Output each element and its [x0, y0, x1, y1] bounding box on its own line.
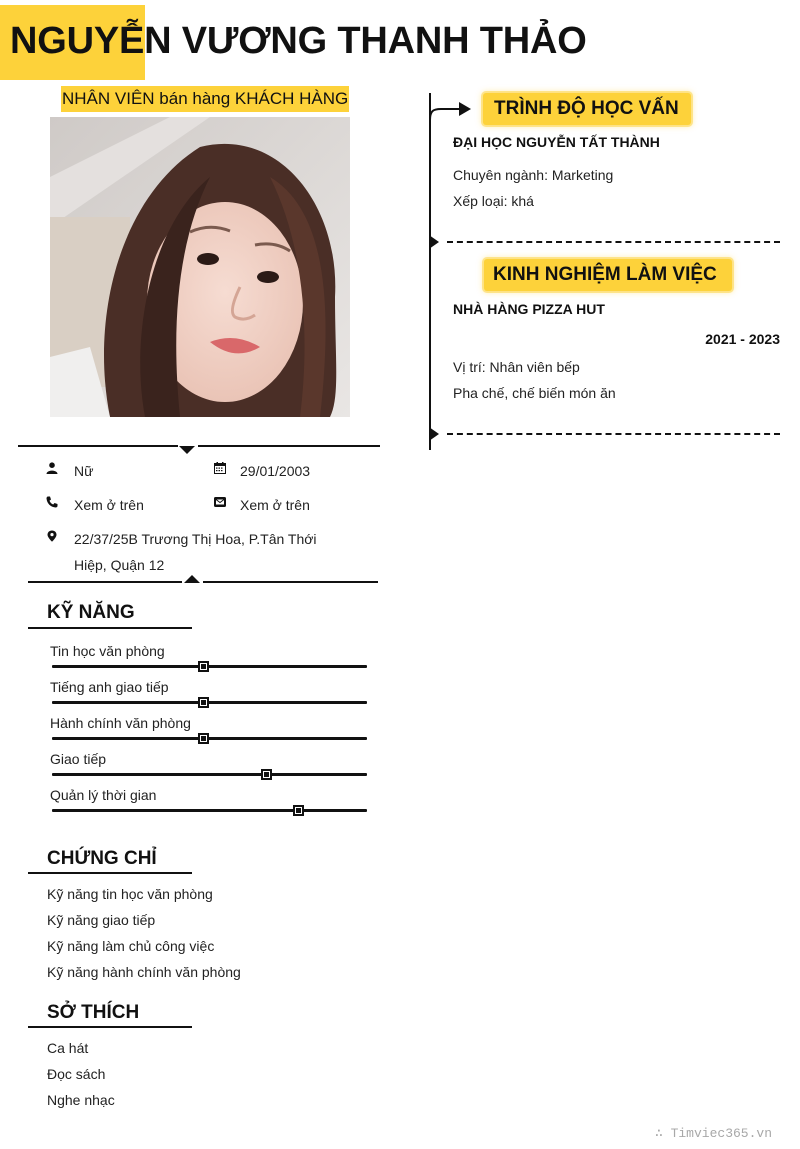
contact-bottom-rule-right: [203, 581, 378, 583]
phone-icon: [46, 496, 58, 508]
contact-bottom-pointer: [184, 575, 200, 583]
section-divider: [447, 433, 780, 435]
skill-level-knob: [293, 805, 304, 816]
profile-photo: [50, 117, 350, 417]
hobbies-title-rule: [28, 1026, 192, 1028]
contact-top-rule-right: [198, 445, 380, 447]
hobbies-title: SỞ THÍCH: [47, 1002, 140, 1023]
address-line-2: Hiệp, Quận 12: [74, 557, 165, 573]
portrait-image: [50, 117, 350, 417]
skills-title: KỸ NĂNG: [47, 602, 135, 623]
education-title: TRÌNH ĐỘ HỌC VẤN: [494, 98, 679, 119]
hobby-item: Nghe nhạc: [47, 1092, 115, 1108]
address-line-1: 22/37/25B Trương Thị Hoa, P.Tân Thới: [74, 531, 317, 547]
hobby-item: Ca hát: [47, 1040, 89, 1056]
timeline-marker: [429, 235, 439, 249]
certificate-item: Kỹ năng giao tiếp: [47, 912, 156, 928]
watermark: ∴ Timviec365.vn: [654, 1126, 772, 1141]
birthday-value: 29/01/2003: [240, 463, 311, 479]
skill-label: Giao tiếp: [50, 751, 107, 767]
phone-value: Xem ở trên: [74, 497, 144, 513]
timeline-line: [429, 93, 431, 450]
hobby-item: Đọc sách: [47, 1066, 106, 1082]
certificates-title-rule: [28, 872, 192, 874]
skill-level-knob: [198, 697, 209, 708]
school-name: ĐẠI HỌC NGUYỄN TẤT THÀNH: [453, 134, 660, 150]
skill-level-knob: [261, 769, 272, 780]
skill-label: Tiếng anh giao tiếp: [50, 679, 169, 695]
experience-period: 2021 - 2023: [705, 331, 780, 347]
skill-track: [52, 701, 367, 704]
skill-track: [52, 737, 367, 740]
skill-label: Tin học văn phòng: [50, 643, 165, 659]
certificate-item: Kỹ năng hành chính văn phòng: [47, 964, 241, 980]
certificate-item: Kỹ năng làm chủ công việc: [47, 938, 215, 954]
arrow-right-icon: [429, 98, 473, 122]
map-marker-icon: [46, 530, 58, 542]
experience-title: KINH NGHIỆM LÀM VIỆC: [493, 264, 717, 285]
skill-level-knob: [198, 661, 209, 672]
envelope-icon: [214, 496, 226, 508]
email-value: Xem ở trên: [240, 497, 310, 513]
experience-position: Vị trí: Nhân viên bếp: [453, 359, 580, 375]
timeline-marker: [429, 427, 439, 441]
contact-top-pointer: [179, 446, 195, 454]
education-major: Chuyên ngành: Marketing: [453, 167, 614, 183]
candidate-name: NGUYỄN VƯƠNG THANH THẢO: [10, 20, 587, 62]
section-divider: [447, 241, 780, 243]
contact-top-rule-left: [18, 445, 178, 447]
job-title: NHÂN VIÊN bán hàng KHÁCH HÀNG: [61, 86, 349, 112]
contact-bottom-rule-left: [28, 581, 182, 583]
certificate-item: Kỹ năng tin học văn phòng: [47, 886, 213, 902]
skill-label: Quản lý thời gian: [50, 787, 157, 803]
experience-description: Pha chế, chế biến món ăn: [453, 385, 616, 401]
skill-track: [52, 665, 367, 668]
certificates-title: CHỨNG CHỈ: [47, 848, 157, 869]
education-grade: Xếp loại: khá: [453, 193, 534, 209]
gender-value: Nữ: [74, 463, 94, 479]
skill-track: [52, 809, 367, 812]
skill-track: [52, 773, 367, 776]
skill-level-knob: [198, 733, 209, 744]
company-name: NHÀ HÀNG PIZZA HUT: [453, 301, 605, 317]
calendar-icon: [214, 462, 226, 474]
skill-label: Hành chính văn phòng: [50, 715, 191, 731]
user-icon: [46, 462, 58, 474]
skills-title-rule: [28, 627, 192, 629]
